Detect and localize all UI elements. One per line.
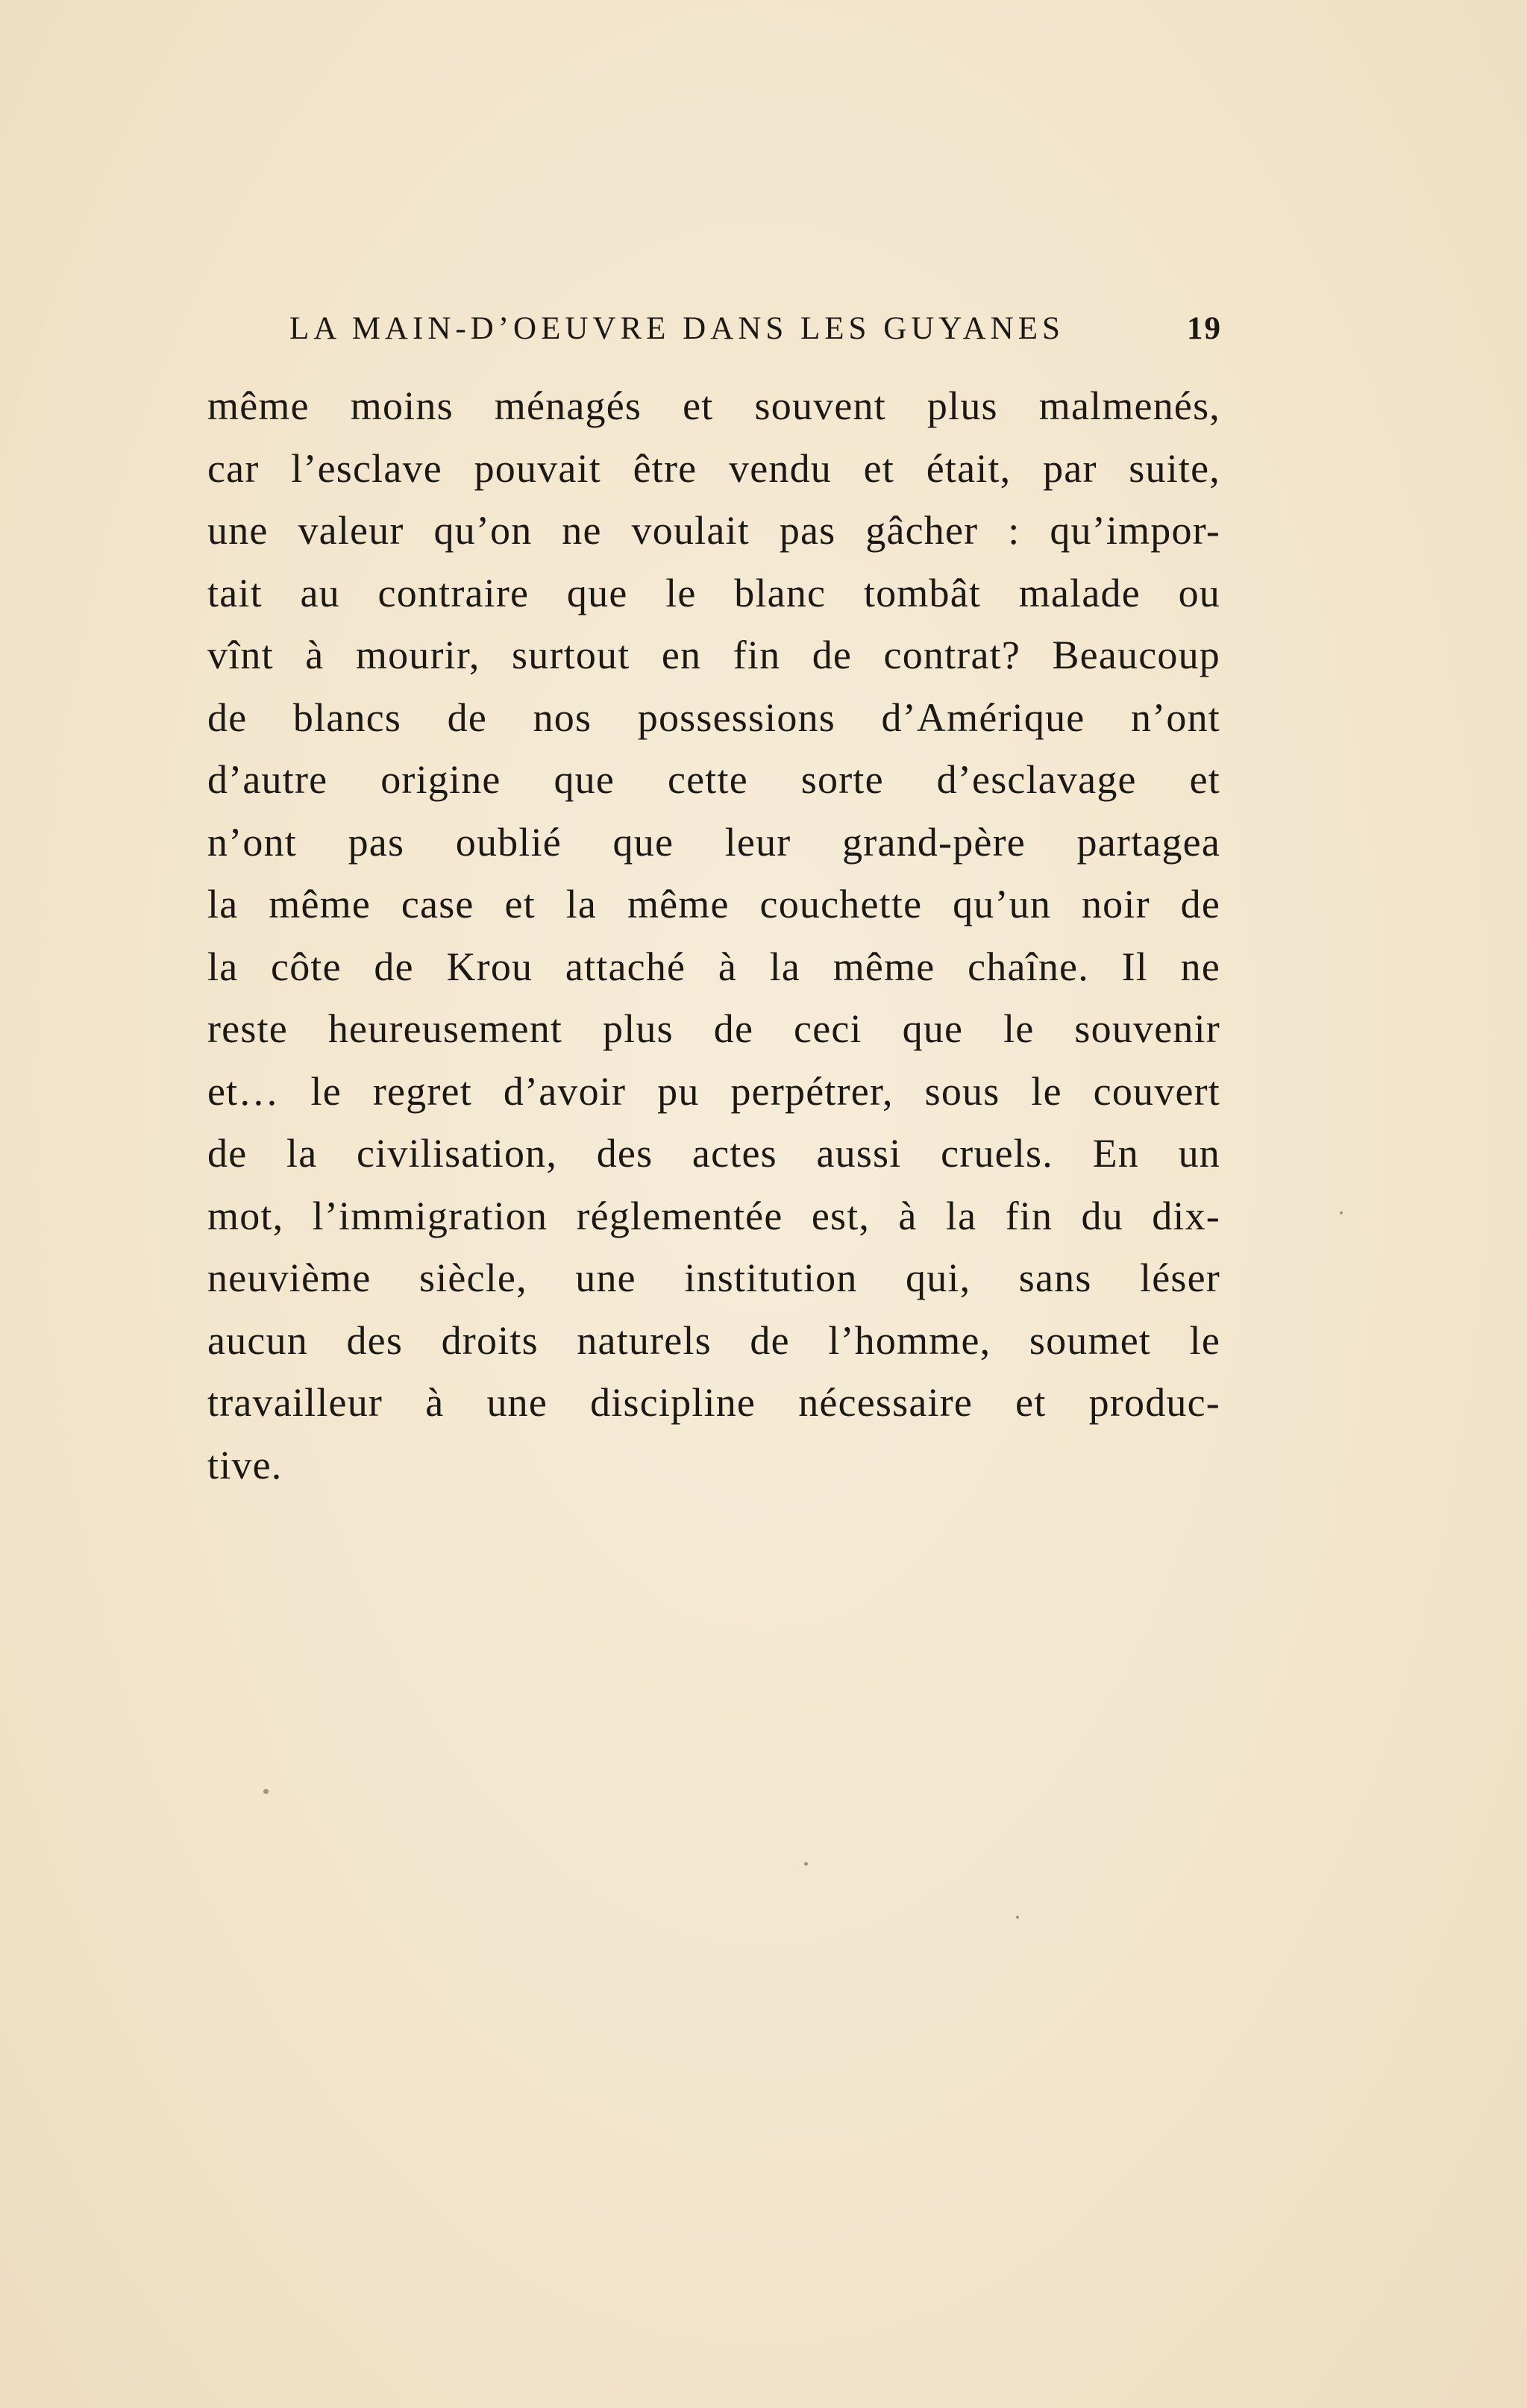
running-title: LA MAIN-D’OEUVRE DANS LES GUYANES [289,311,1064,346]
text-line: la côte de Krou attaché à la même chaîne. Il ne [207,944,1220,989]
text-line: de blancs de nos possessions d’Amérique n’ont [207,695,1220,740]
paper-speck [1340,1211,1343,1214]
text-line: car l’esclave pouvait être vendu et était, par suite, [207,445,1220,491]
body-paragraph [207,375,1220,1496]
text-line: de la civilisation, des actes aussi cruels. En un [207,1131,1220,1176]
text-line: neuvième siècle, une institution qui, sans léser [207,1255,1220,1300]
text-line: et… le regret d’avoir pu perpétrer, sous le couvert [207,1068,1220,1114]
text-line: vînt à mourir, surtout en fin de contrat? Beaucoup [207,633,1220,677]
text-line: n’ont pas oublié que leur grand-père partagea [207,819,1220,865]
page-number: 19 [1187,311,1222,346]
paper-speck [263,1789,269,1794]
running-head [289,309,1222,349]
text-line: la même case et la même couchette qu’un noir de [207,882,1220,926]
text-line: aucun des droits naturels de l’homme, soumet le [207,1317,1220,1363]
text-line: une valeur qu’on ne voulait pas gâcher : qu’impor- [207,508,1220,553]
text-line: tive. [207,1442,283,1487]
paper-speck [804,1862,808,1866]
paper-speck [1016,1916,1019,1919]
text-line: reste heureusement plus de ceci que le souvenir [207,1006,1220,1051]
text-line: d’autre origine que cette sorte d’esclavage et [207,757,1220,802]
text-line: tait au contraire que le blanc tombât malade ou [207,570,1220,615]
text-line: même moins ménagés et souvent plus malmenés, [207,383,1220,428]
text-line: mot, l’immigration réglementée est, à la fin du dix- [207,1193,1220,1238]
text-line: travailleur à une discipline nécessaire et produc- [207,1380,1220,1425]
